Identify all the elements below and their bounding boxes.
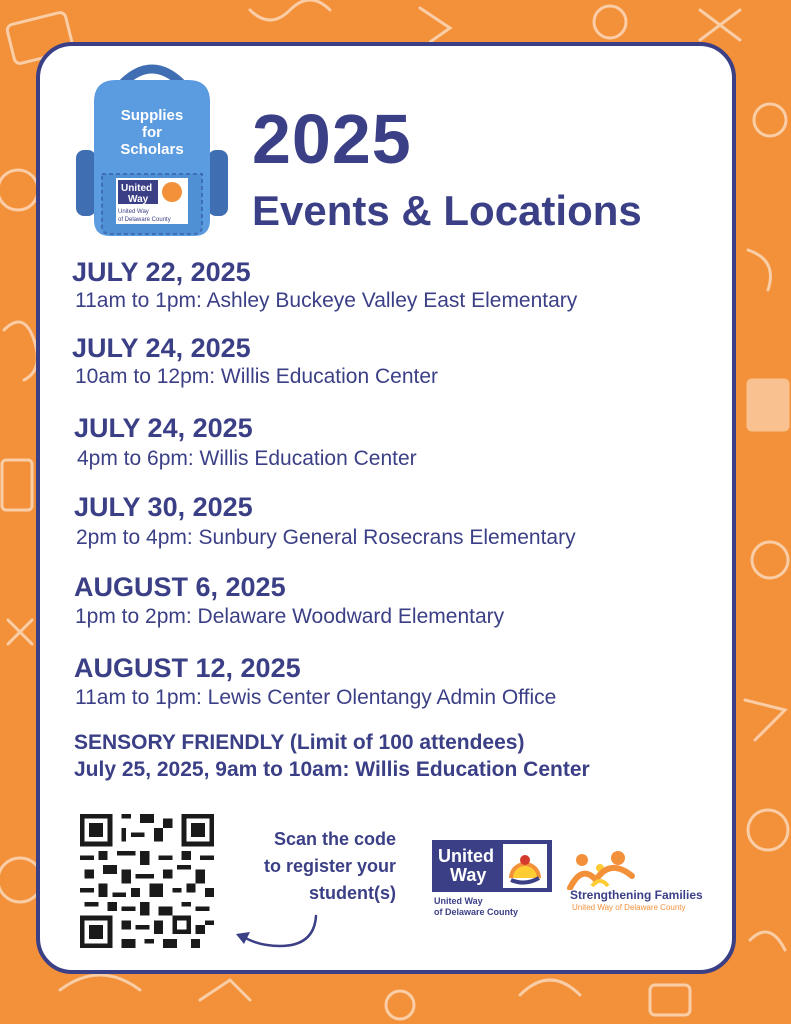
backpack-logo [74,62,230,240]
united-way-wordmark [438,847,494,885]
register-line-1: Scan the code [273,829,396,849]
event-5-detail: 1pm to 2pm: Delaware Woodward Elementary [75,605,505,628]
united-way-emblem-icon [503,844,547,888]
event-2-detail: 10am to 12pm: Willis Education Center [75,365,438,388]
page-title-year: 2025 [252,100,412,178]
united-way-subtitle [434,896,518,918]
strengthening-families-title: Strengthening Families [570,888,703,902]
qr-code[interactable] [80,814,214,948]
backpack-title-2: for [142,124,162,141]
backpack-tag-sub2: of Delaware County [118,217,171,223]
event-4-date: JULY 30, 2025 [74,492,253,522]
page-subtitle: Events & Locations [252,187,642,234]
backpack-title-3: Scholars [120,141,184,158]
strengthening-families-subtitle: United Way of Delaware County [572,903,686,912]
strengthening-families-logo [562,850,702,920]
backpack-tag-sub1: United Way [118,209,149,215]
register-line-2: to register your [263,856,396,876]
register-instructions [226,826,396,907]
united-way-logo [432,840,552,920]
event-1-date: JULY 22, 2025 [72,257,251,287]
united-way-sub-1: United Way [434,896,483,906]
event-6-date: AUGUST 12, 2025 [74,653,301,683]
event-4-detail: 2pm to 4pm: Sunbury General Rosecrans Elementary [76,526,576,549]
event-5-date: AUGUST 6, 2025 [74,572,286,602]
backpack-tag-line2: Way [128,194,149,205]
united-way-sub-2: of Delaware County [434,907,519,917]
backpack-title-1: Supplies [120,107,184,124]
united-way-box [432,840,552,892]
event-3-detail: 4pm to 6pm: Willis Education Center [77,447,417,470]
united-way-line-2: Way [450,865,487,885]
event-1-detail: 11am to 1pm: Ashley Buckeye Valley East Elementary [75,289,578,312]
event-6-detail: 11am to 1pm: Lewis Center Olentangy Admin Office [75,686,557,709]
event-3-date: JULY 24, 2025 [74,413,253,443]
event-2-date: JULY 24, 2025 [72,333,251,363]
backpack-tag-line1: United [121,183,153,194]
register-line-3: student(s) [309,883,396,903]
arrow-icon [234,912,322,952]
united-way-line-1: United [438,846,494,866]
family-figures-icon [566,850,636,890]
sensory-friendly-title: SENSORY FRIENDLY (Limit of 100 attendees) [74,731,525,754]
sensory-friendly-detail: July 25, 2025, 9am to 10am: Willis Education Center [74,758,590,781]
